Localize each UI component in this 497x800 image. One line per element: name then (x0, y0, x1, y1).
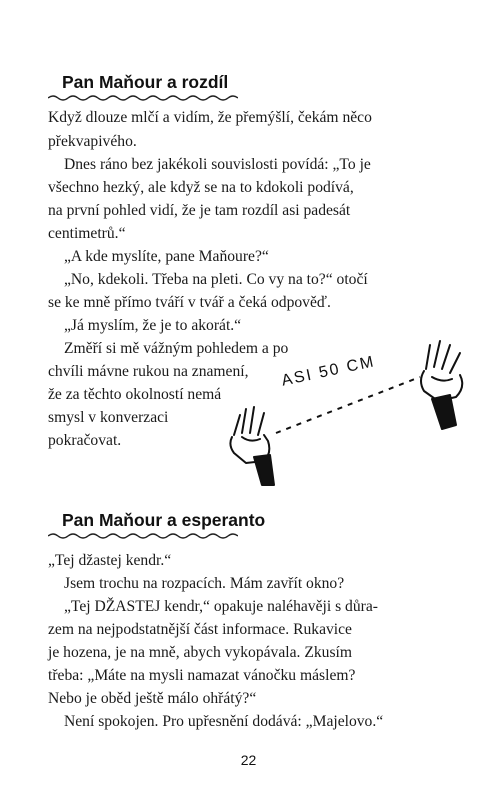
paragraph-line: pokračovat. (48, 432, 122, 449)
paragraph-line: Dnes ráno bez jakékoli souvislosti povídá: „To je (64, 156, 371, 173)
section-title-esperanto: Pan Maňour a esperanto (62, 510, 266, 530)
paragraph-line: centimetrů.“ (48, 225, 126, 242)
paragraph-line: „No, kdekoli. Třeba na pleti. Co vy na to?“ otočí (64, 271, 368, 288)
page-number: 22 (240, 752, 257, 768)
paragraph-line: Když dlouze mlčí a vidím, že přemýšlí, čekám něco (48, 109, 372, 126)
illustration-label: ASI 50 CM (280, 353, 377, 390)
paragraph-line: všechno hezký, ale když se na to kdokoli podívá, (48, 179, 354, 196)
paragraph-line: Nebo je oběd ještě málo ohřátý?“ (48, 690, 257, 707)
paragraph-line: „Tej DŽASTEJ kendr,“ opakuje naléhavěji s důra- (64, 598, 378, 615)
paragraph-line: třeba: „Máte na mysli namazat vánočku máslem? (48, 667, 356, 684)
paragraph-line: smysl v konverzaci (48, 409, 169, 426)
paragraph-line: Změří si mě vážným pohledem a po (64, 340, 289, 357)
left-hand-icon (230, 407, 274, 485)
paragraph-line: Jsem trochu na rozpacích. Mám zavřít okno? (64, 575, 345, 592)
paragraph-line: „Já myslím, že je to akorát.“ (64, 317, 242, 334)
paragraph-line: se ke mně přímo tváří v tvář a čeká odpověď. (48, 294, 331, 311)
paragraph-line: překvapivého. (48, 133, 137, 150)
paragraph-line: chvíli mávne rukou na znamení, (48, 363, 249, 380)
paragraph-line: „Tej džastej kendr.“ (48, 552, 172, 569)
hands-illustration (220, 325, 480, 490)
paragraph-line: zem na nejpodstatnější část informace. Rukavice (48, 621, 352, 638)
paragraph-line: na první pohled vidí, že je tam rozdíl asi padesát (48, 202, 351, 219)
section-title-rozdil: Pan Maňour a rozdíl (62, 72, 229, 92)
paragraph-line: „A kde myslíte, pane Maňoure?“ (64, 248, 269, 265)
hands-drawing (220, 325, 480, 490)
paragraph-line: je hozena, je na mně, abych vykopávala. Zkusím (48, 644, 352, 661)
paragraph-line: Není spokojen. Pro upřesnění dodává: „Majelovo.“ (64, 713, 384, 730)
paragraph-line: že za těchto okolností nemá (48, 386, 222, 403)
wavy-divider (48, 94, 238, 102)
right-hand-icon (421, 341, 462, 429)
wavy-divider (48, 532, 238, 540)
